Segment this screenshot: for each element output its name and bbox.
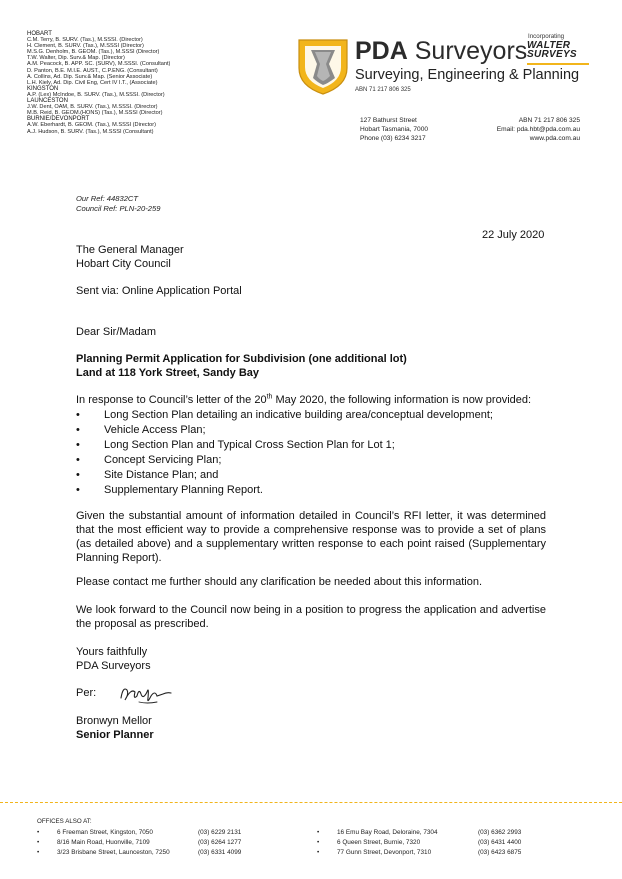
signer-title: Senior Planner bbox=[76, 729, 154, 741]
staff-region-heading: HOBART bbox=[27, 31, 52, 37]
list-item: • Long Section Plan and Typical Cross Section Plan for Lot 1; bbox=[76, 439, 395, 451]
explanation-paragraph: Given the substantial amount of information detailed in Council’s RFI letter, it was determined that the most efficient way to provide a comprehensive response was to provide a set of plans (as detailed above) and a supplementary written response to each point raised (Supplementary Planning Report). bbox=[76, 510, 546, 564]
office-row: • 6 Queen Street, Burnie, 7320 (03) 6431 4400 bbox=[317, 839, 522, 846]
company-abn: ABN 71 217 806 325 bbox=[355, 87, 411, 93]
office-row: • 77 Gunn Street, Devonport, 7310 (03) 6423 6875 bbox=[317, 849, 522, 856]
contact-paragraph: Please contact me further should any clarification be needed about this information. bbox=[76, 576, 483, 588]
pda-shield-logo-icon bbox=[297, 38, 349, 96]
surveys-text: SURVEYS bbox=[527, 49, 577, 60]
letter-date: 22 July 2020 bbox=[482, 229, 545, 241]
closing-paragraph: We look forward to the Council now being in a position to progress the application and advertise the proposal as prescribed. bbox=[76, 604, 546, 630]
salutation: Dear Sir/Madam bbox=[76, 326, 157, 338]
our-ref: Our Ref: 44832CT bbox=[76, 194, 139, 203]
contact-website[interactable]: www.pda.com.au bbox=[529, 135, 580, 143]
office-row: • 3/23 Brisbane Street, Launceston, 7250 (03) 6331 4099 bbox=[37, 849, 242, 856]
staff-member: L.H. Kiely, Ad. Dip. Civil Eng, Cert IV I.T., (Associate) bbox=[27, 79, 158, 86]
staff-member: M.S.G. Denholm, B. GEOM. (Tas.), M.SSSI (Director) bbox=[27, 49, 160, 56]
contact-block bbox=[486, 116, 580, 144]
contact-email[interactable]: Email: pda.hbt@pda.com.au bbox=[496, 126, 580, 134]
office-row: • 8/16 Main Road, Huonville, 7109 (03) 6264 1277 bbox=[37, 839, 242, 846]
staff-member: A.M. Peacock, B. APP. SC. (SURV), M.SSSI. (Consultant) bbox=[27, 61, 171, 68]
list-item: • Vehicle Access Plan; bbox=[76, 424, 206, 436]
recipient-line-1: The General Manager bbox=[76, 244, 184, 256]
company-tagline: Surveying, Engineering & Planning bbox=[355, 67, 580, 83]
staff-list bbox=[27, 31, 170, 135]
sign-off bbox=[76, 645, 546, 673]
subject-line-2: Land at 118 York Street, Sandy Bay bbox=[76, 367, 260, 379]
signer-name: Bronwyn Mellor bbox=[76, 715, 152, 727]
list-item: • Long Section Plan detailing an indicative building area/conceptual development; bbox=[76, 409, 493, 421]
contact-abn: ABN 71 217 806 325 bbox=[518, 117, 580, 124]
intro-paragraph: In response to Council’s letter of the 20th May 2020, the following information is now provided: bbox=[76, 393, 532, 406]
staff-member: A.W. Eberhardt, B. GEOM. (Tas.), M.SSSI (Director) bbox=[27, 122, 156, 129]
staff-member: T.W. Walter, Dip. Surv.& Map. (Director) bbox=[27, 55, 125, 62]
staff-member: D. Panton, B.E. M.I.E. AUST., C.P.ENG. (Consultant) bbox=[27, 67, 158, 74]
sign-off-line-2: PDA Surveyors bbox=[76, 660, 151, 672]
staff-member: A. Collins, Ad. Dip. Surv.& Map. (Senior Associate) bbox=[27, 73, 153, 80]
list-item: • Site Distance Plan; and bbox=[76, 469, 219, 481]
incorporating-label: Incorporating bbox=[528, 33, 565, 40]
office-row: • 6 Freeman Street, Kingston, 7050 (03) 6229 2131 bbox=[37, 829, 242, 836]
staff-member: H. Clement, B. SURV. (Tas.), M.SSSI (Director) bbox=[27, 43, 144, 50]
offices-right-column bbox=[317, 828, 577, 858]
staff-region-heading: LAUNCESTON bbox=[27, 98, 68, 105]
signature-icon bbox=[117, 680, 175, 708]
list-item: • Supplementary Planning Report. bbox=[76, 484, 263, 496]
offices-left-column bbox=[37, 828, 297, 858]
signer bbox=[76, 714, 546, 742]
recipient-line-2: Hobart City Council bbox=[76, 258, 171, 270]
address-city: Hobart Tasmania, 7000 bbox=[360, 126, 429, 134]
sign-off-line-1: Yours faithfully bbox=[76, 646, 148, 658]
staff-member: M.B. Reid, B. GEOM.(HONS) (Tas.), M.SSSI (Director) bbox=[27, 110, 163, 117]
council-ref: Council Ref: PLN-20-259 bbox=[76, 204, 161, 213]
provided-documents-list bbox=[76, 408, 546, 498]
walter-text: WALTER bbox=[527, 40, 571, 51]
staff-region-heading: BURNIE/DEVONPORT bbox=[27, 116, 90, 123]
subject bbox=[76, 352, 546, 380]
sent-via: Sent via: Online Application Portal bbox=[76, 285, 242, 297]
staff-member: C.M. Terry, B. SURV. (Tas.), M.SSSI. (Director) bbox=[27, 37, 143, 44]
recipient bbox=[76, 243, 546, 271]
walter-underline bbox=[527, 63, 589, 65]
footer-divider bbox=[0, 802, 622, 803]
address-street: 127 Bathurst Street bbox=[360, 117, 417, 124]
staff-member: J.W. Dent, OAM, B. SURV. (Tas.), M.SSSI. (Director) bbox=[27, 104, 158, 111]
company-name: PDA Surveyors bbox=[355, 37, 528, 65]
office-row: • 16 Emu Bay Road, Deloraine, 7304 (03) 6362 2993 bbox=[317, 829, 522, 836]
staff-region-heading: KINGSTON bbox=[27, 85, 59, 92]
references bbox=[76, 194, 160, 214]
per-label: Per: bbox=[76, 687, 97, 699]
walter-surveys-logo bbox=[527, 41, 577, 59]
list-item: • Concept Servicing Plan; bbox=[76, 454, 222, 466]
office-address bbox=[360, 116, 428, 144]
footer-heading: OFFICES ALSO AT: bbox=[37, 818, 92, 825]
staff-member: A.P. (Lex) McIndoe, B. SURV. (Tas.), M.SSSI. (Director) bbox=[27, 91, 165, 98]
subject-line-1: Planning Permit Application for Subdivision (one additional lot) bbox=[76, 353, 407, 365]
address-phone: Phone (03) 6234 3217 bbox=[360, 135, 426, 143]
staff-member: A.J. Hudson, B. SURV. (Tas.), M.SSSI (Consultant) bbox=[27, 128, 154, 135]
